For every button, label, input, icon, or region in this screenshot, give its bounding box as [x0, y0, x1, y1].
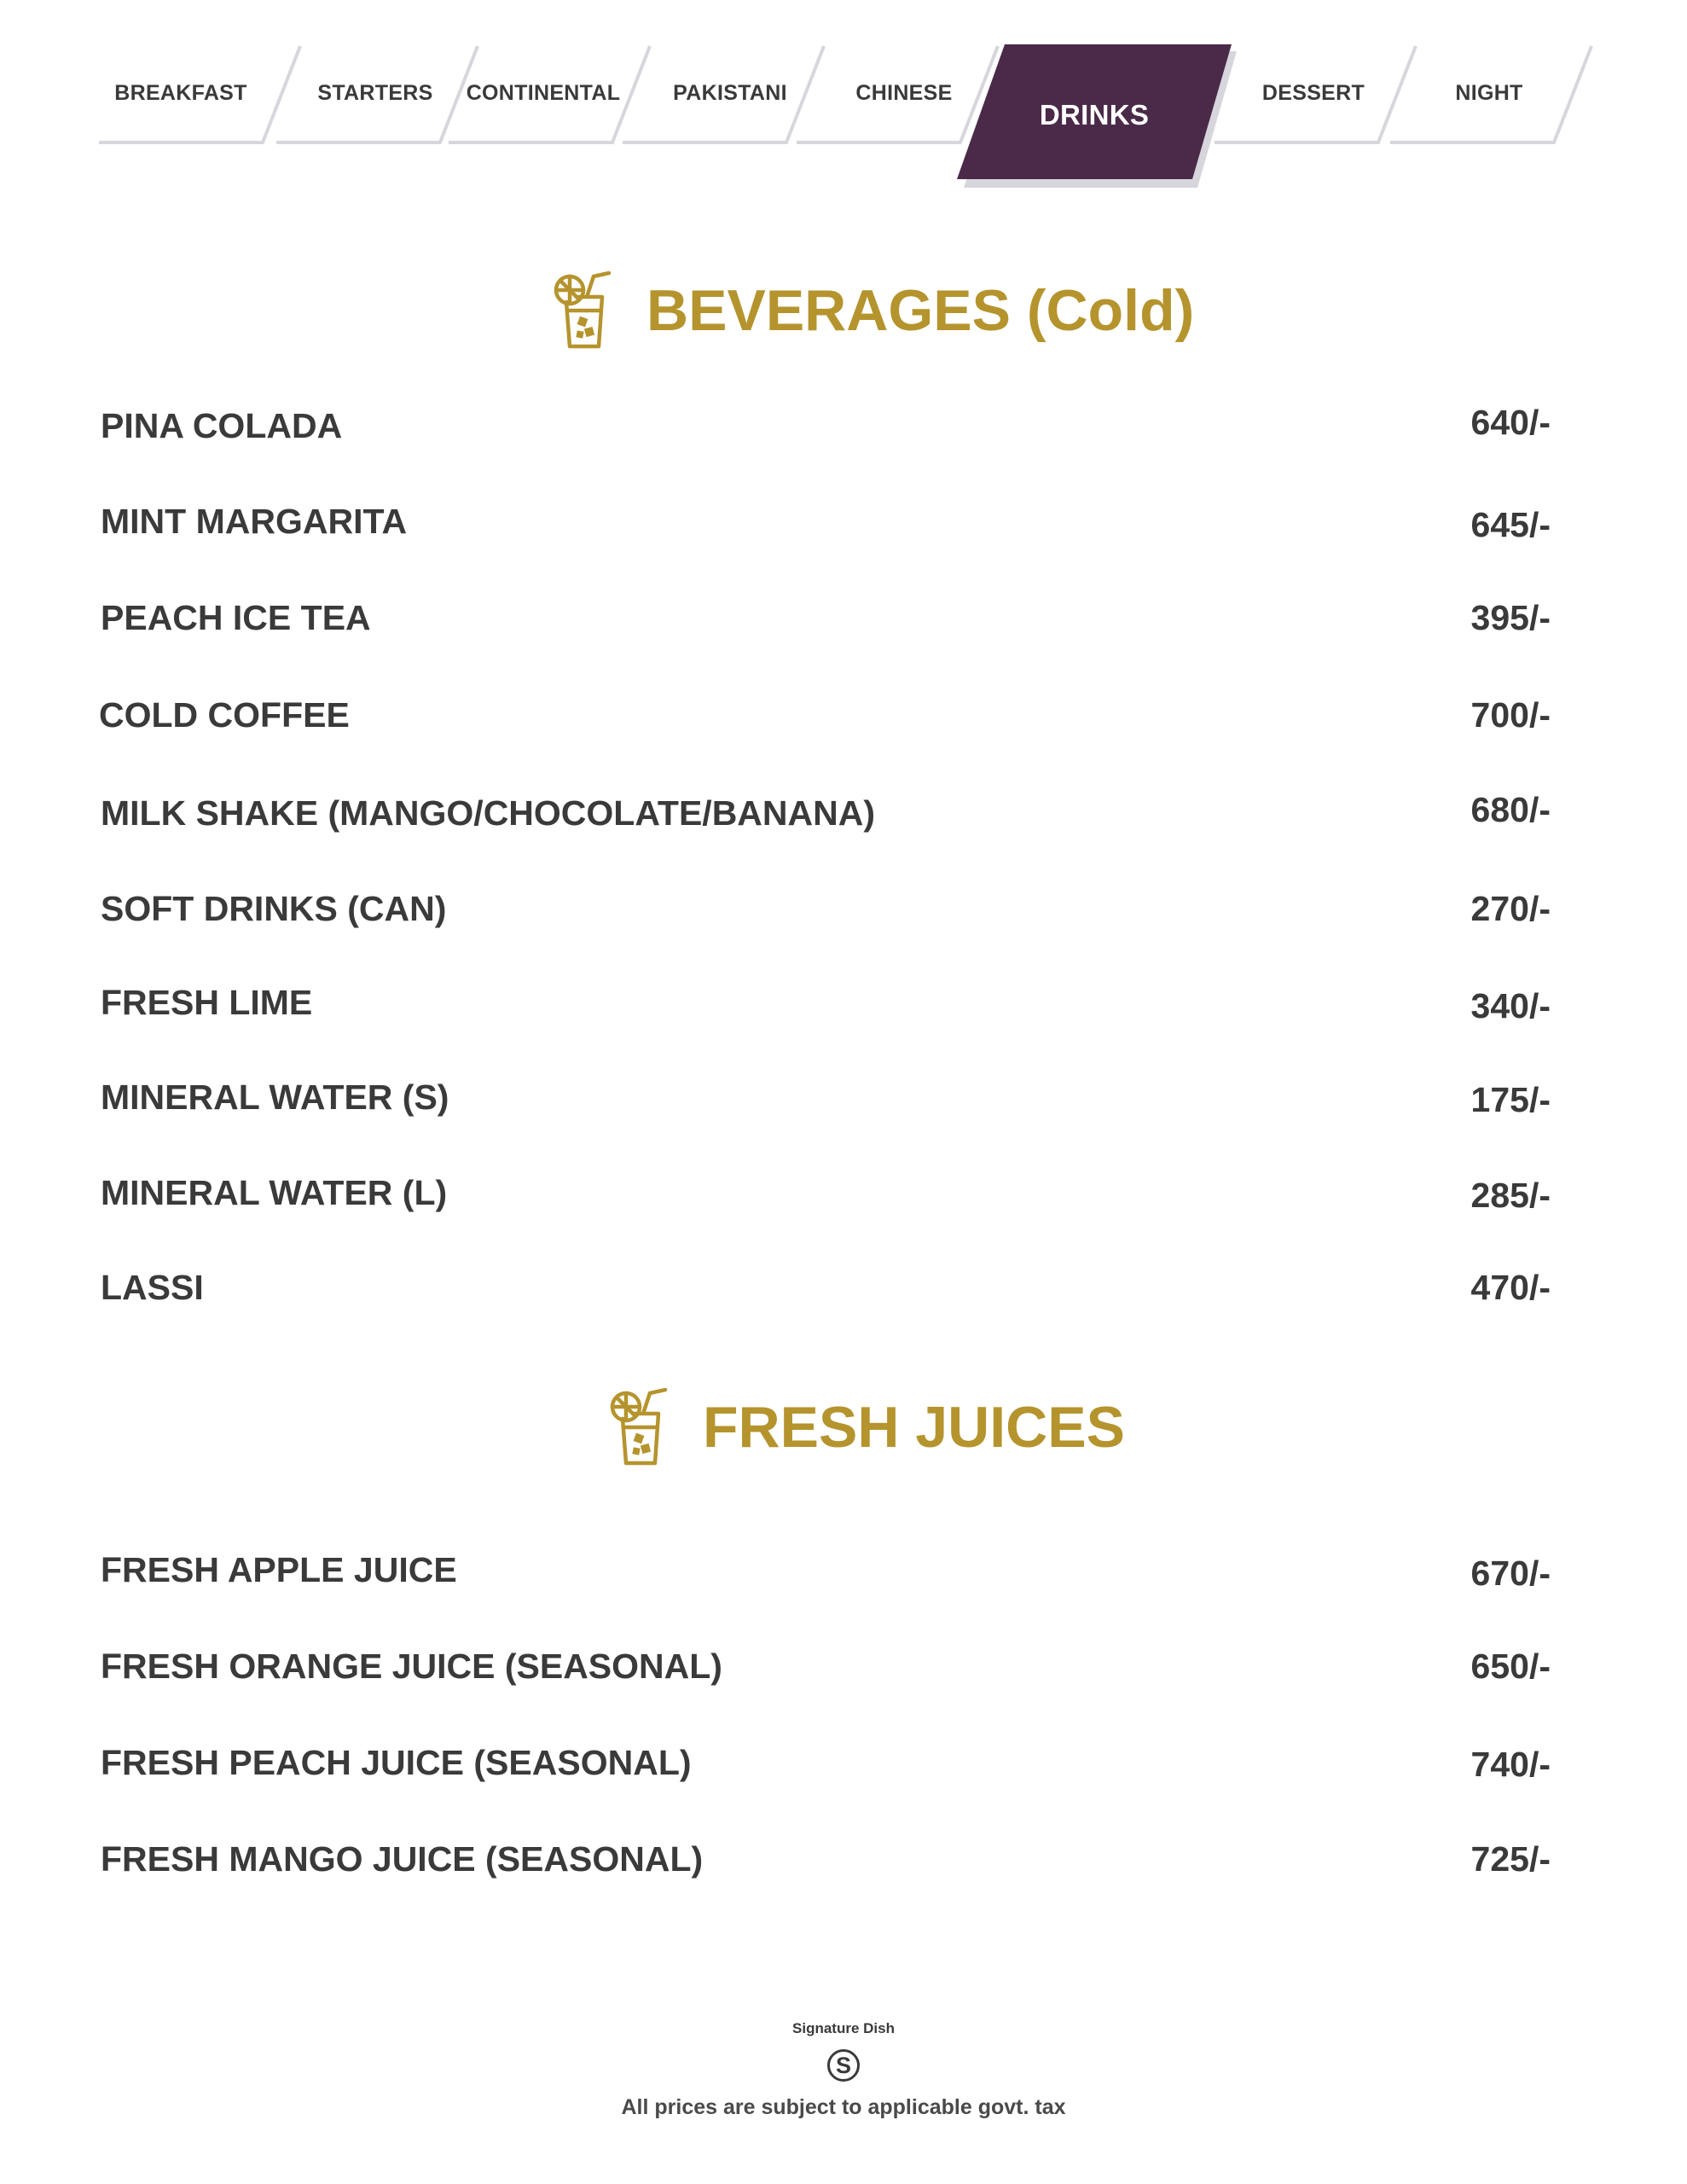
- menu-item-row: [101, 1077, 1551, 1129]
- tab-drinks[interactable]: [954, 43, 1235, 188]
- menu-item-row: [101, 502, 1551, 553]
- tab-breakfast[interactable]: [96, 44, 275, 147]
- menu-item-row: [101, 1647, 1551, 1698]
- tab-starters-label: STARTERS: [317, 81, 433, 105]
- menu-item-name: COLD COFFEE: [99, 695, 350, 735]
- menu-item-price: 340/-: [1470, 986, 1551, 1025]
- tax-note: All prices are subject to applicable govt. tax: [621, 2095, 1066, 2119]
- tab-pakistani-label: PAKISTANI: [673, 81, 787, 105]
- menu-item-row: [101, 598, 1551, 649]
- menu-item-name: LASSI: [101, 1268, 204, 1307]
- menu-item-row: [101, 1839, 1551, 1891]
- menu-item-name: FRESH PEACH JUICE (SEASONAL): [101, 1743, 692, 1782]
- menu-item-price: 740/-: [1470, 1745, 1551, 1784]
- juices-section-title: FRESH JUICES: [703, 1395, 1125, 1460]
- menu-item-price: 285/-: [1470, 1176, 1551, 1215]
- menu-item-price: 175/-: [1470, 1080, 1551, 1119]
- tab-drinks-label: DRINKS: [1039, 99, 1150, 131]
- menu-item-price: 725/-: [1470, 1839, 1551, 1879]
- menu-item-row: [101, 1173, 1551, 1224]
- tab-night-label: NIGHT: [1455, 81, 1523, 105]
- menu-item-name: FRESH APPLE JUICE: [101, 1550, 457, 1589]
- menu-item-name: MINT MARGARITA: [101, 502, 408, 541]
- menu-item-name: FRESH ORANGE JUICE (SEASONAL): [101, 1647, 722, 1686]
- tab-continental-label: CONTINENTAL: [466, 81, 621, 105]
- tab-dessert-label: DESSERT: [1261, 81, 1365, 105]
- menu-item-name: MILK SHAKE (MANGO/CHOCOLATE/BANANA): [101, 793, 876, 833]
- juices-section-header: [609, 1388, 1125, 1467]
- beverages-section-title: BEVERAGES (Cold): [646, 278, 1195, 343]
- tab-night[interactable]: [1387, 44, 1591, 147]
- menu-item-name: SOFT DRINKS (CAN): [101, 889, 447, 928]
- menu-item-name: MINERAL WATER (S): [101, 1077, 449, 1117]
- menu-item-name: FRESH MANGO JUICE (SEASONAL): [101, 1839, 704, 1879]
- menu-item-price: 640/-: [1470, 403, 1551, 442]
- menu-item-price: 670/-: [1470, 1554, 1551, 1593]
- menu-item-price: 680/-: [1470, 790, 1551, 829]
- menu-item-row: [101, 1743, 1551, 1794]
- menu-item-row: [101, 1550, 1551, 1601]
- menu-item-row: [101, 1268, 1551, 1319]
- menu-item-price: 270/-: [1470, 889, 1551, 928]
- menu-item-row: [101, 889, 1551, 940]
- menu-item-name: PINA COLADA: [101, 406, 343, 445]
- menu-item-price: 395/-: [1470, 598, 1551, 637]
- category-tab-bar: [0, 0, 1687, 205]
- menu-item-price: 645/-: [1470, 505, 1551, 544]
- signature-dish-label: Signature Dish: [792, 2020, 895, 2036]
- cold-drink-icon: [553, 271, 612, 350]
- menu-item-price: 650/-: [1470, 1647, 1551, 1686]
- menu-item-row: [101, 695, 1551, 746]
- menu-item-row: [101, 790, 1551, 845]
- menu-item-row: [101, 983, 1551, 1034]
- footer: [0, 2020, 1687, 2120]
- cold-drink-icon: [609, 1388, 669, 1467]
- menu-item-row: [101, 403, 1551, 457]
- menu-item-price: 470/-: [1470, 1268, 1551, 1307]
- menu-item-name: MINERAL WATER (L): [101, 1173, 448, 1212]
- menu-item-name: PEACH ICE TEA: [101, 598, 371, 637]
- menu-item-name: FRESH LIME: [101, 983, 313, 1022]
- beverages-section-header: [553, 271, 1194, 350]
- signature-dish-icon: S: [827, 2049, 860, 2082]
- tab-breakfast-label: BREAKFAST: [114, 81, 247, 105]
- tab-chinese-label: CHINESE: [855, 81, 953, 105]
- menu-item-price: 700/-: [1470, 695, 1551, 735]
- tab-dessert[interactable]: [1211, 44, 1416, 147]
